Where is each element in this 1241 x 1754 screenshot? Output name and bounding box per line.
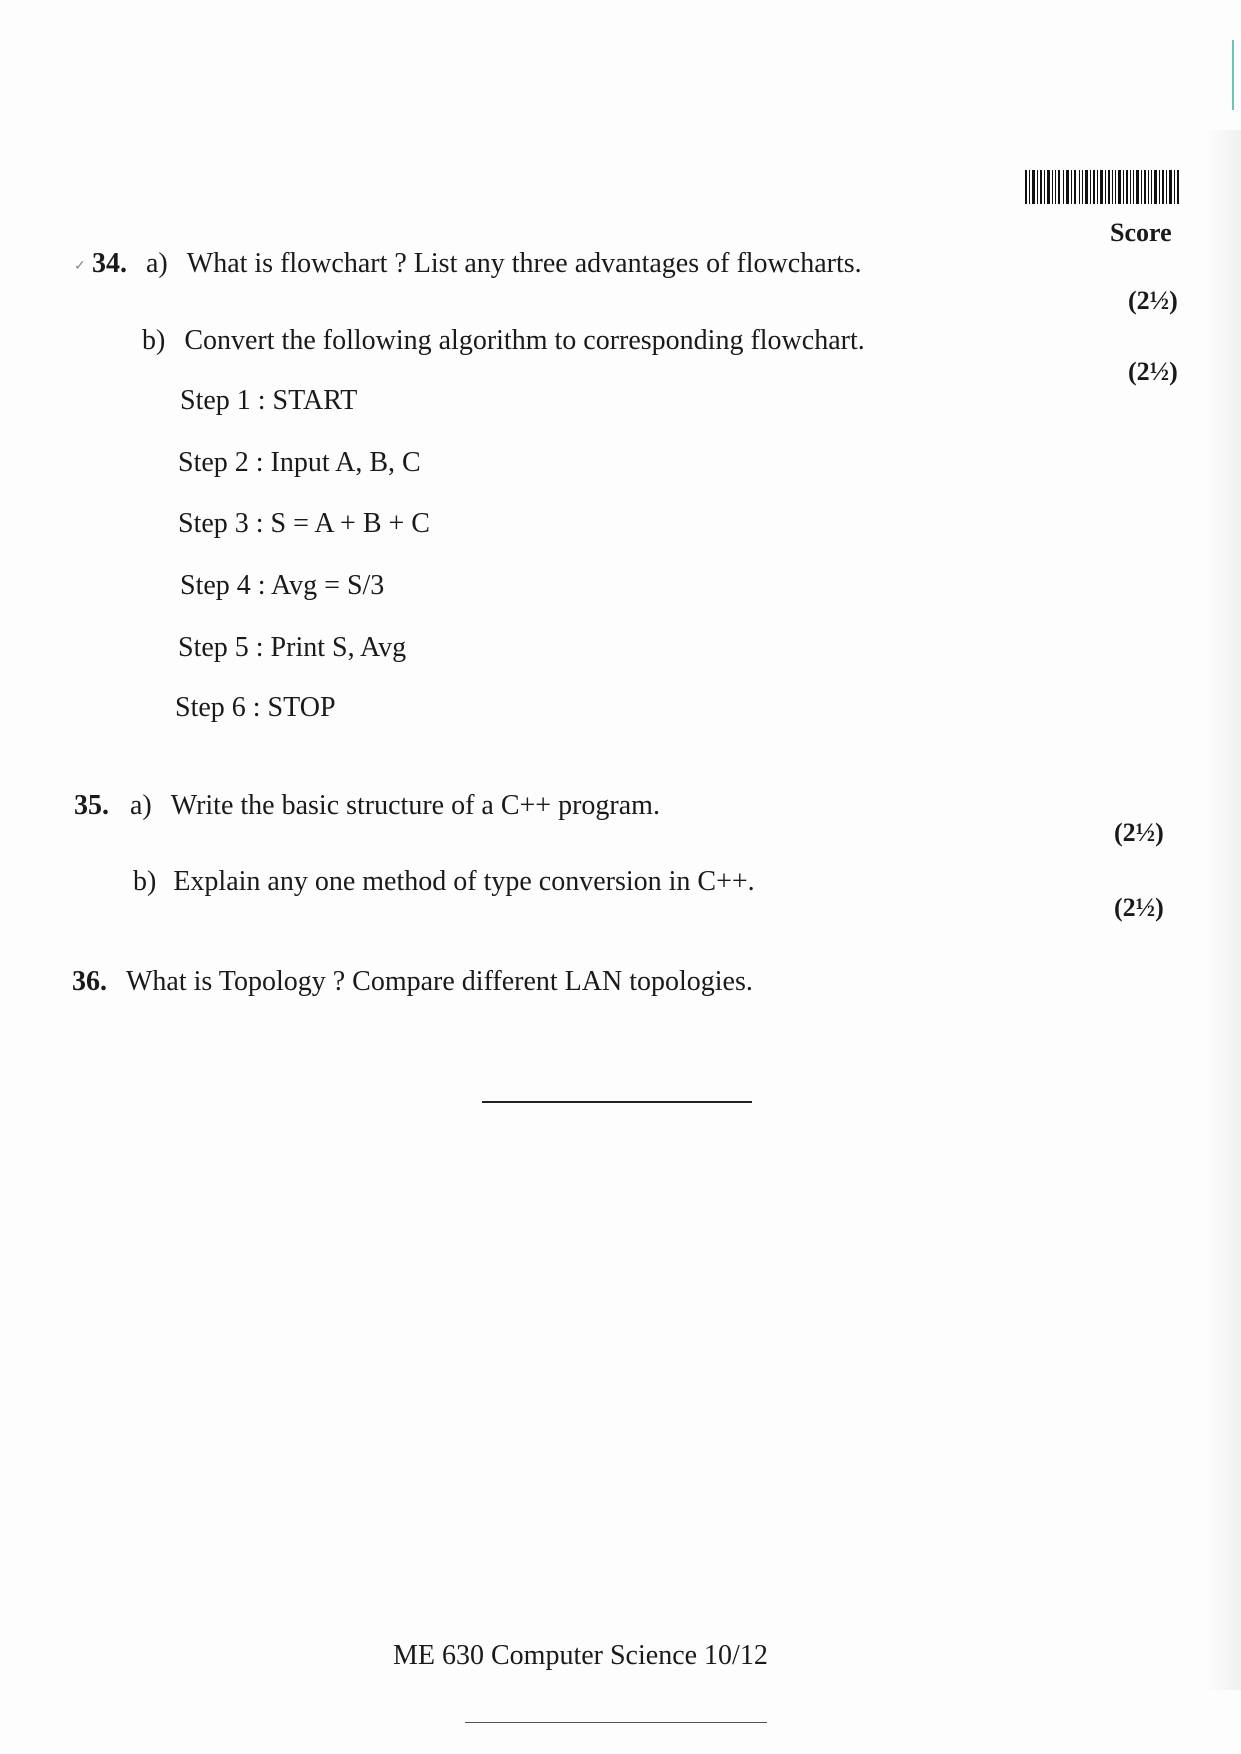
scan-edge-mark <box>1232 40 1234 110</box>
question-36 <box>72 966 753 998</box>
marks-34a: (2½) <box>1128 286 1178 315</box>
barcode-icon <box>1025 170 1180 204</box>
margin-tick-mark: ✓ <box>74 259 86 274</box>
part-label: b) <box>133 866 157 897</box>
algorithm-step: Step 1 : START <box>180 385 358 416</box>
algorithm-step: Step 3 : S = A + B + C <box>178 508 430 539</box>
algorithm-step: Step 6 : STOP <box>175 692 336 723</box>
marks-34b: (2½) <box>1128 357 1178 386</box>
bottom-rule <box>465 1722 767 1723</box>
question-text: Convert the following algorithm to corresponding flowchart. <box>184 325 865 356</box>
page-footer: ME 630 Computer Science 10/12 <box>393 1640 768 1671</box>
marks-35b: (2½) <box>1114 893 1164 922</box>
part-label: b) <box>142 325 166 356</box>
part-label: a) <box>146 248 168 279</box>
question-number: 34. <box>92 248 127 279</box>
question-text: Write the basic structure of a C++ program. <box>170 790 660 821</box>
part-label: a) <box>130 790 152 821</box>
question-number: 36. <box>72 966 107 997</box>
question-35b <box>133 866 755 898</box>
marks-35a: (2½) <box>1114 818 1164 847</box>
score-column-label: Score <box>1110 218 1172 247</box>
algorithm-step: Step 2 : Input A, B, C <box>178 447 421 478</box>
end-of-questions-rule <box>482 1101 752 1103</box>
question-text: What is Topology ? Compare different LAN topologies. <box>126 966 753 997</box>
question-text: What is flowchart ? List any three advantages of flowcharts. <box>186 248 862 279</box>
question-35a <box>74 790 660 822</box>
question-34b <box>142 325 865 357</box>
question-number: 35. <box>74 790 109 821</box>
page-edge-shadow <box>1205 130 1241 1690</box>
algorithm-step: Step 5 : Print S, Avg <box>178 632 407 663</box>
question-text: Explain any one method of type conversion in C++. <box>173 866 755 897</box>
question-34a <box>92 248 862 280</box>
algorithm-step: Step 4 : Avg = S/3 <box>180 570 385 601</box>
